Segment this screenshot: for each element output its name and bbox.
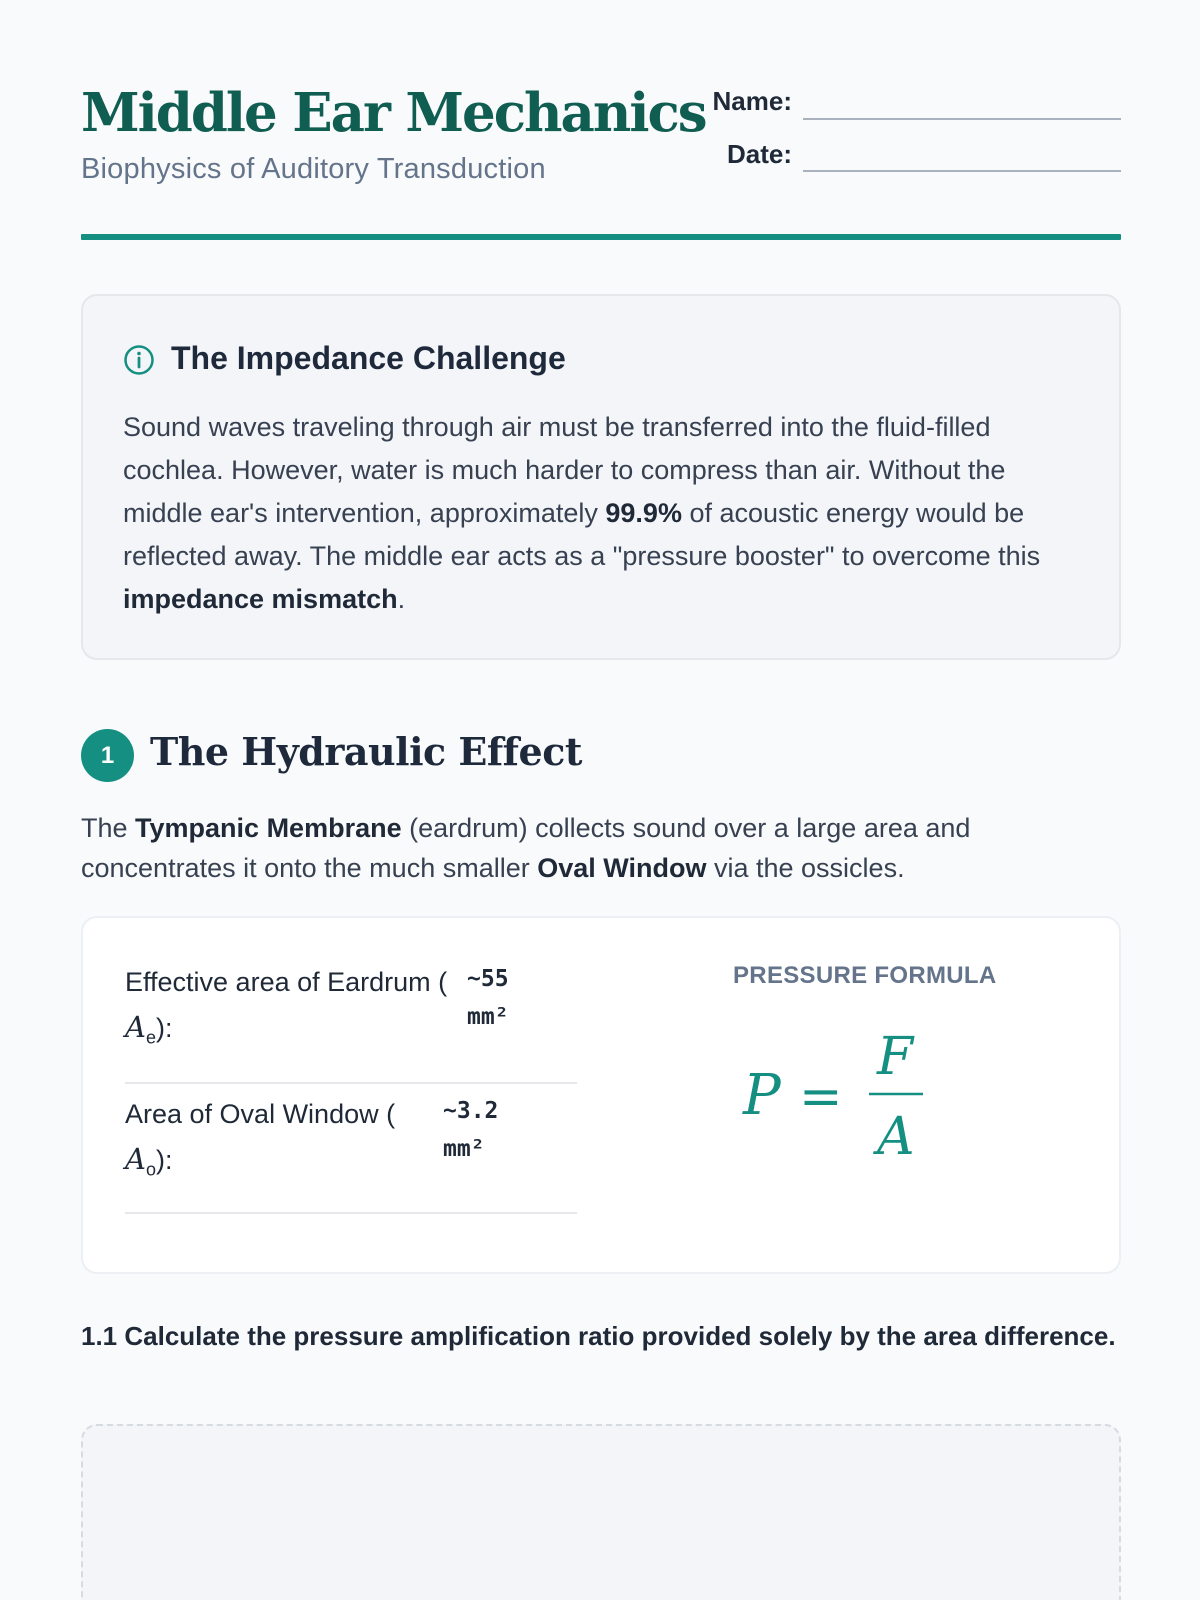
date-field[interactable] bbox=[803, 170, 1121, 172]
area-data-box bbox=[81, 916, 1121, 1274]
eardrum-area-row bbox=[125, 960, 577, 1084]
oval-window-value: ~3.2 mm² bbox=[443, 1098, 499, 1162]
name-field[interactable] bbox=[803, 118, 1121, 120]
info-title: The Impedance Challenge bbox=[171, 340, 566, 376]
formula-lhs: P bbox=[743, 1063, 781, 1128]
impedance-info-box bbox=[81, 294, 1121, 660]
eardrum-area-value: ~55 mm² bbox=[467, 966, 509, 1030]
oval-window-row bbox=[125, 1084, 577, 1214]
oval-window-label: Area of Oval Window ( $A_o$): bbox=[125, 1099, 396, 1180]
question-1-1: 1.1 Calculate the pressure amplification ratio provided solely by the area difference. bbox=[81, 1321, 1116, 1351]
eardrum-area-label: Effective area of Eardrum ( $A_e$): bbox=[125, 967, 448, 1048]
formula-label: PRESSURE FORMULA bbox=[733, 962, 997, 989]
info-text: Sound waves traveling through air must be transferred into the fluid-filled cochlea. However, water is much harder to compress than air. Without the middle ear's intervention, approximately 99.9% of acoustic energy would be reflected away. The middle ear acts as a "pressure booster" to overcome this impedance mismatch. bbox=[123, 412, 1041, 614]
page-title: Middle Ear Mechanics bbox=[81, 82, 706, 144]
formula-denominator: A bbox=[877, 1107, 915, 1167]
section-number-badge: 1 bbox=[81, 729, 134, 782]
answer-box[interactable] bbox=[81, 1424, 1121, 1600]
section-title: The Hydraulic Effect bbox=[150, 729, 582, 774]
section-intro: The Tympanic Membrane (eardrum) collects sound over a large area and concentrates it onto the much smaller Oval Window via the ossicles. bbox=[81, 813, 971, 883]
info-circle-icon bbox=[123, 344, 155, 376]
energy-highlight: 99.9% bbox=[605, 498, 682, 528]
date-label: Date: bbox=[726, 139, 792, 169]
formula-numerator: F bbox=[877, 1027, 914, 1087]
mismatch-highlight: impedance mismatch bbox=[123, 584, 398, 614]
pressure-formula bbox=[733, 1018, 1053, 1178]
name-label: Name: bbox=[712, 86, 792, 116]
header-divider bbox=[81, 234, 1121, 240]
page-subtitle: Biophysics of Auditory Transduction bbox=[81, 153, 546, 185]
formula-equals: = bbox=[799, 1067, 843, 1127]
worksheet-header bbox=[81, 78, 1121, 188]
